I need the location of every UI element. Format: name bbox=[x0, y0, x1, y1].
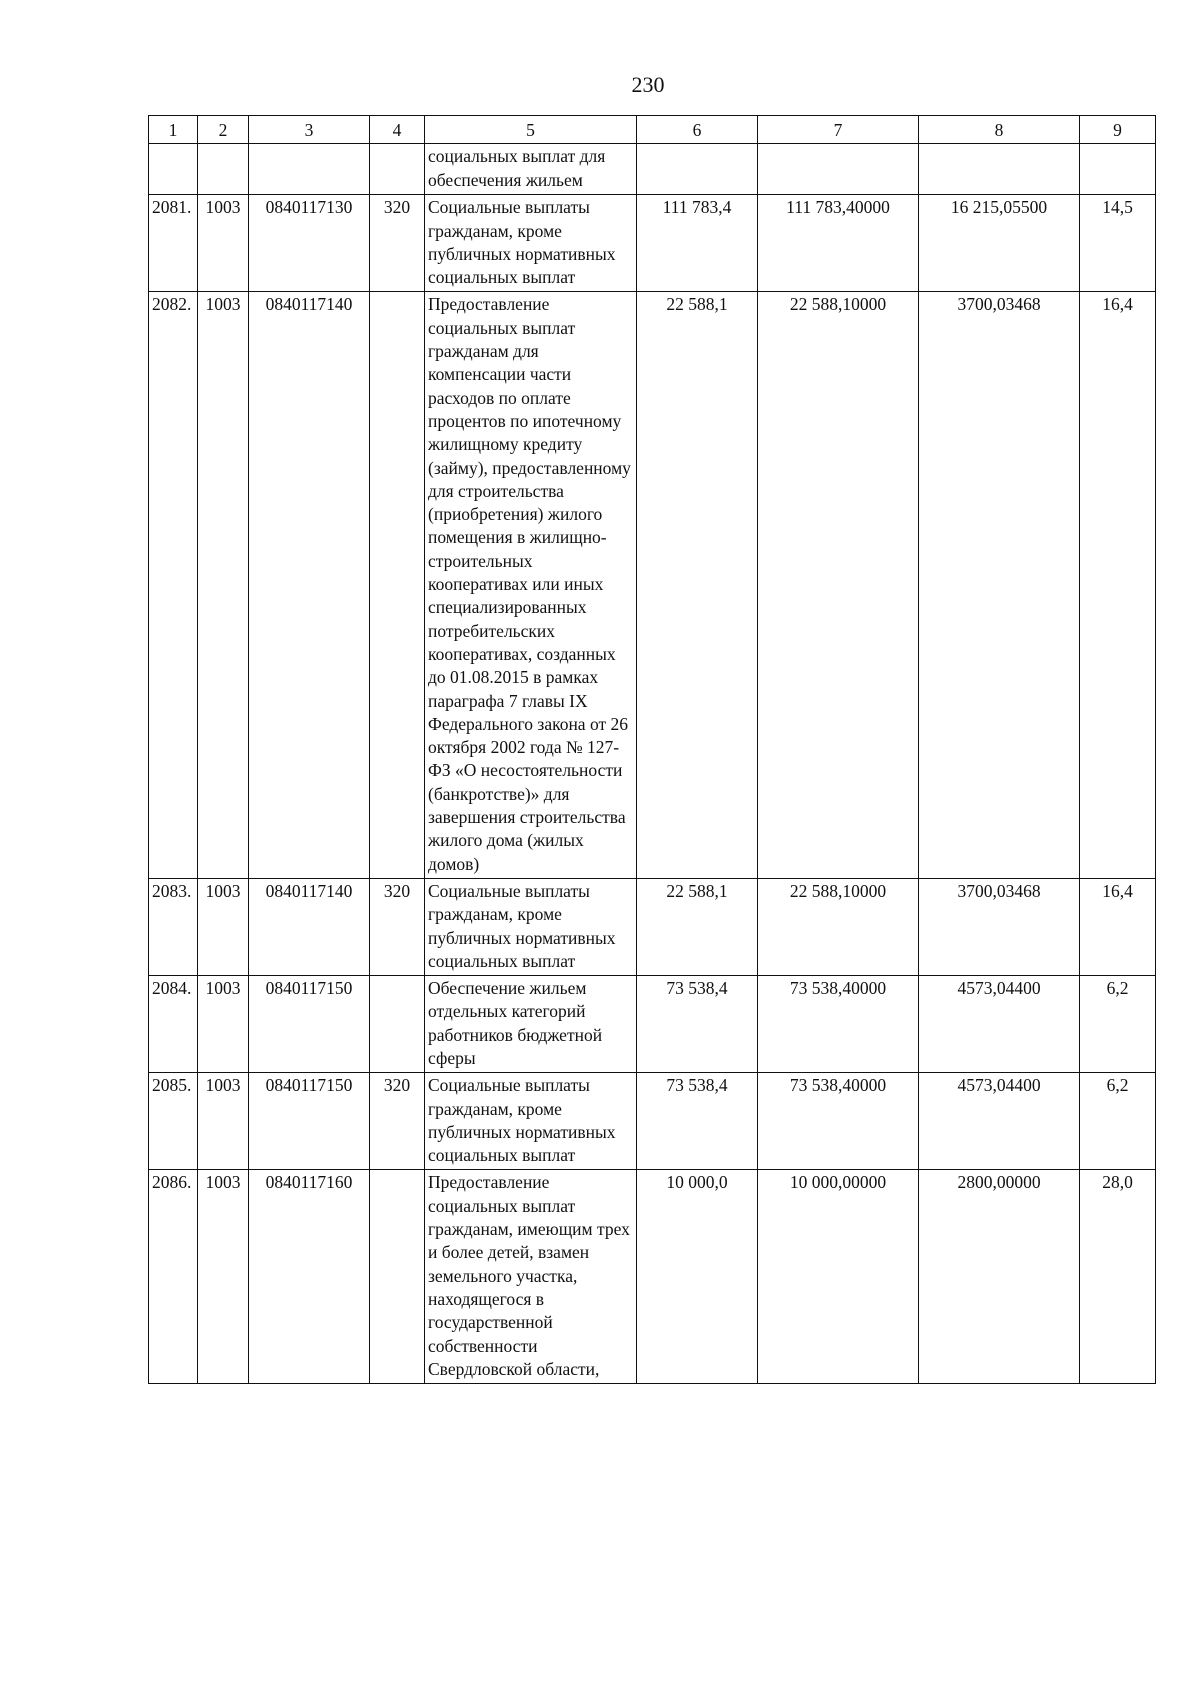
cell-percent: 16,4 bbox=[1080, 878, 1156, 975]
table-row bbox=[149, 195, 1156, 292]
column-header: 1 bbox=[149, 116, 198, 144]
cell-percent: 28,0 bbox=[1080, 1170, 1156, 1384]
cell-target-code: 0840117140 bbox=[249, 878, 370, 975]
cell-amount: 22 588,10000 bbox=[758, 292, 919, 878]
cell-name: Предоставление социальных выплат гражданам для компенсации части расходов по оплате процентов по ипотечному жилищному кредиту (займу), предоставленному для строительства (приобретения) жилого помещения в жилищно-строительных кооперативах или иных специализированных потребительских кооперативах, созданных до 01.08.2015 в рамках параграфа 7 главы IX Федерального закона от 26 октября 2002 года № 127-ФЗ «О несостоятельности (банкротстве)» для завершения строительства жилого дома (жилых домов) bbox=[425, 292, 637, 878]
cell-percent: 6,2 bbox=[1080, 1073, 1156, 1170]
cell-executed: 3700,03468 bbox=[919, 878, 1080, 975]
cell-target-code: 0840117150 bbox=[249, 976, 370, 1073]
cell-section: 1003 bbox=[198, 292, 249, 878]
empty-cell bbox=[370, 144, 425, 195]
cell-plan: 22 588,1 bbox=[637, 292, 758, 878]
empty-cell bbox=[1080, 144, 1156, 195]
empty-cell bbox=[249, 144, 370, 195]
cell-name: Социальные выплаты гражданам, кроме публичных нормативных социальных выплат bbox=[425, 195, 637, 292]
column-header: 3 bbox=[249, 116, 370, 144]
cell-plan: 73 538,4 bbox=[637, 1073, 758, 1170]
cell-amount: 73 538,40000 bbox=[758, 976, 919, 1073]
empty-cell bbox=[919, 144, 1080, 195]
empty-cell bbox=[198, 144, 249, 195]
cell-row-number: 2083. bbox=[149, 878, 198, 975]
budget-table bbox=[148, 115, 1156, 1384]
table-row bbox=[149, 1073, 1156, 1170]
page-number: 230 bbox=[631, 72, 665, 97]
column-header: 2 bbox=[198, 116, 249, 144]
cell-section: 1003 bbox=[198, 195, 249, 292]
cell-target-code: 0840117130 bbox=[249, 195, 370, 292]
table-row bbox=[149, 292, 1156, 878]
cell-expense-type: 320 bbox=[370, 195, 425, 292]
cell-expense-type: 320 bbox=[370, 878, 425, 975]
cell-percent: 6,2 bbox=[1080, 976, 1156, 1073]
cell-row-number: 2081. bbox=[149, 195, 198, 292]
cell-section: 1003 bbox=[198, 878, 249, 975]
empty-cell bbox=[758, 144, 919, 195]
column-header: 7 bbox=[758, 116, 919, 144]
cell-name: Предоставление социальных выплат гражданам, имеющим трех и более детей, взамен земельного участка, находящегося в государственной собственности Свердловской области, bbox=[425, 1170, 637, 1384]
empty-cell bbox=[149, 144, 198, 195]
cell-row-number: 2084. bbox=[149, 976, 198, 1073]
cell-section: 1003 bbox=[198, 976, 249, 1073]
empty-cell bbox=[637, 144, 758, 195]
cell-name: социальных выплат для обеспечения жильем bbox=[425, 144, 637, 195]
table-body bbox=[149, 144, 1156, 1384]
column-header: 8 bbox=[919, 116, 1080, 144]
cell-section: 1003 bbox=[198, 1073, 249, 1170]
cell-plan: 111 783,4 bbox=[637, 195, 758, 292]
continuation-row bbox=[149, 144, 1156, 195]
cell-plan: 10 000,0 bbox=[637, 1170, 758, 1384]
cell-plan: 22 588,1 bbox=[637, 878, 758, 975]
table-row bbox=[149, 878, 1156, 975]
cell-name: Обеспечение жильем отдельных категорий работников бюджетной сферы bbox=[425, 976, 637, 1073]
cell-percent: 14,5 bbox=[1080, 195, 1156, 292]
table-row bbox=[149, 1170, 1156, 1384]
cell-executed: 16 215,05500 bbox=[919, 195, 1080, 292]
cell-target-code: 0840117140 bbox=[249, 292, 370, 878]
cell-expense-type bbox=[370, 1170, 425, 1384]
cell-expense-type: 320 bbox=[370, 1073, 425, 1170]
cell-executed: 4573,04400 bbox=[919, 1073, 1080, 1170]
cell-name: Социальные выплаты гражданам, кроме публичных нормативных социальных выплат bbox=[425, 1073, 637, 1170]
cell-row-number: 2086. bbox=[149, 1170, 198, 1384]
cell-expense-type bbox=[370, 292, 425, 878]
cell-name: Социальные выплаты гражданам, кроме публичных нормативных социальных выплат bbox=[425, 878, 637, 975]
cell-section: 1003 bbox=[198, 1170, 249, 1384]
cell-row-number: 2082. bbox=[149, 292, 198, 878]
cell-amount: 73 538,40000 bbox=[758, 1073, 919, 1170]
cell-target-code: 0840117150 bbox=[249, 1073, 370, 1170]
header-row bbox=[149, 116, 1156, 144]
cell-percent: 16,4 bbox=[1080, 292, 1156, 878]
table-row bbox=[149, 976, 1156, 1073]
cell-plan: 73 538,4 bbox=[637, 976, 758, 1073]
cell-row-number: 2085. bbox=[149, 1073, 198, 1170]
cell-target-code: 0840117160 bbox=[249, 1170, 370, 1384]
cell-executed: 3700,03468 bbox=[919, 292, 1080, 878]
cell-amount: 22 588,10000 bbox=[758, 878, 919, 975]
cell-amount: 111 783,40000 bbox=[758, 195, 919, 292]
cell-executed: 4573,04400 bbox=[919, 976, 1080, 1073]
cell-executed: 2800,00000 bbox=[919, 1170, 1080, 1384]
cell-amount: 10 000,00000 bbox=[758, 1170, 919, 1384]
column-header: 6 bbox=[637, 116, 758, 144]
column-header: 5 bbox=[425, 116, 637, 144]
cell-expense-type bbox=[370, 976, 425, 1073]
column-header: 4 bbox=[370, 116, 425, 144]
column-header: 9 bbox=[1080, 116, 1156, 144]
